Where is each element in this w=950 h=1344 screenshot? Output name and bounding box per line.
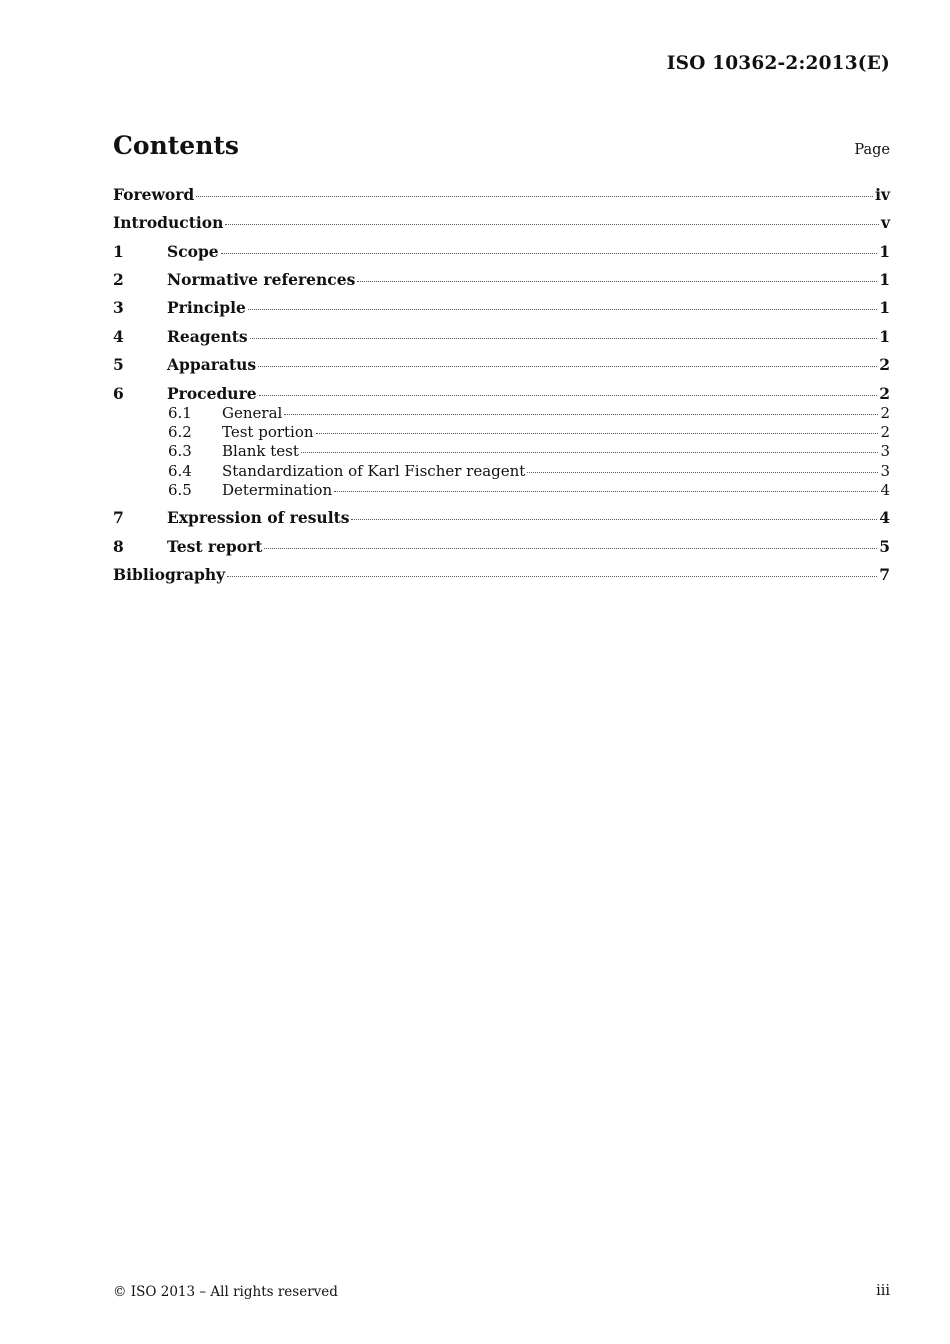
toc-entry-title: General (222, 404, 283, 422)
dot-leader (316, 433, 879, 434)
toc-entry-number: 1 (113, 242, 124, 261)
dot-leader (196, 196, 873, 197)
toc-entry-number: 6.5 (168, 481, 192, 499)
toc-entry-title: Test report (167, 537, 263, 556)
toc-entry-page: 2 (880, 423, 890, 441)
dot-leader (248, 309, 877, 310)
dot-leader (259, 395, 878, 396)
toc-entry-number: 8 (113, 537, 124, 556)
dot-leader (334, 491, 878, 492)
toc-entry-foreword[interactable] (113, 185, 890, 204)
toc-entry-page: 1 (879, 298, 890, 317)
copyright-notice: © ISO 2013 – All rights reserved (113, 1284, 338, 1300)
toc-entry-number: 5 (113, 355, 124, 374)
toc-entry-title: Principle (167, 298, 246, 317)
toc-entry-number: 2 (113, 270, 124, 289)
toc-entry-general[interactable] (113, 404, 890, 422)
toc-entry-title: Determination (222, 481, 333, 499)
dot-leader (351, 519, 877, 520)
toc-entry-page: 3 (880, 442, 890, 460)
toc-entry-number: 6.1 (168, 404, 192, 422)
dot-leader (258, 366, 877, 367)
toc-entry-number: 6.4 (168, 462, 192, 480)
toc-entry-title: Introduction (113, 213, 224, 232)
dot-leader (221, 253, 878, 254)
toc-entry-title: Blank test (222, 442, 299, 460)
toc-entry-page: v (880, 213, 890, 232)
toc-entry-title: Expression of results (167, 508, 350, 527)
toc-entry-title: Procedure (167, 384, 257, 403)
toc-entry-procedure[interactable] (113, 384, 890, 403)
toc-entry-title: Reagents (167, 327, 248, 346)
toc-entry-number: 4 (113, 327, 124, 346)
toc-entry-page: 7 (879, 565, 890, 584)
toc-entry-page: 4 (879, 508, 890, 527)
dot-leader (357, 281, 877, 282)
page-column-label: Page (854, 142, 890, 158)
contents-title: Contents (113, 131, 240, 160)
toc-entry-expression-of-results[interactable] (113, 508, 890, 527)
toc-entry-bibliography[interactable] (113, 565, 890, 584)
toc-entry-test-portion[interactable] (113, 423, 890, 441)
toc-entry-scope[interactable] (113, 242, 890, 261)
toc-entry-title: Bibliography (113, 565, 226, 584)
toc-entry-page: 3 (880, 462, 890, 480)
toc-entry-page: 2 (880, 404, 890, 422)
toc-entry-number: 3 (113, 298, 124, 317)
dot-leader (527, 472, 878, 473)
toc-entry-page: 1 (879, 242, 890, 261)
toc-entry-number: 7 (113, 508, 124, 527)
toc-entry-page: 1 (879, 327, 890, 346)
toc-entry-blank-test[interactable] (113, 442, 890, 460)
toc-entry-standardization[interactable] (113, 462, 890, 480)
toc-entry-number: 6.2 (168, 423, 192, 441)
toc-entry-page: 2 (879, 384, 890, 403)
toc-entry-test-report[interactable] (113, 537, 890, 556)
toc-entry-title: Scope (167, 242, 219, 261)
dot-leader (264, 548, 877, 549)
document-id: ISO 10362-2:2013(E) (666, 53, 890, 74)
toc-entry-title: Standardization of Karl Fischer reagent (222, 462, 526, 480)
dot-leader (250, 338, 878, 339)
toc-entry-page: 2 (879, 355, 890, 374)
toc-entry-page: 5 (879, 537, 890, 556)
dot-leader (225, 224, 879, 225)
toc-entry-page: 4 (880, 481, 890, 499)
toc-entry-reagents[interactable] (113, 327, 890, 346)
toc-entry-normative-references[interactable] (113, 270, 890, 289)
toc-entry-title: Test portion (222, 423, 314, 441)
toc-entry-title: Normative references (167, 270, 356, 289)
dot-leader (301, 452, 879, 453)
dot-leader (227, 576, 877, 577)
toc-entry-introduction[interactable] (113, 213, 890, 232)
toc-entry-title: Apparatus (167, 355, 257, 374)
dot-leader (284, 414, 878, 415)
toc-entry-page: iv (875, 185, 890, 204)
toc-entry-number: 6 (113, 384, 124, 403)
page-number: iii (876, 1283, 890, 1299)
toc-entry-principle[interactable] (113, 298, 890, 317)
toc-entry-page: 1 (879, 270, 890, 289)
toc-entry-title: Foreword (113, 185, 195, 204)
toc-entry-number: 6.3 (168, 442, 192, 460)
toc-entry-apparatus[interactable] (113, 355, 890, 374)
toc-entry-determination[interactable] (113, 481, 890, 499)
